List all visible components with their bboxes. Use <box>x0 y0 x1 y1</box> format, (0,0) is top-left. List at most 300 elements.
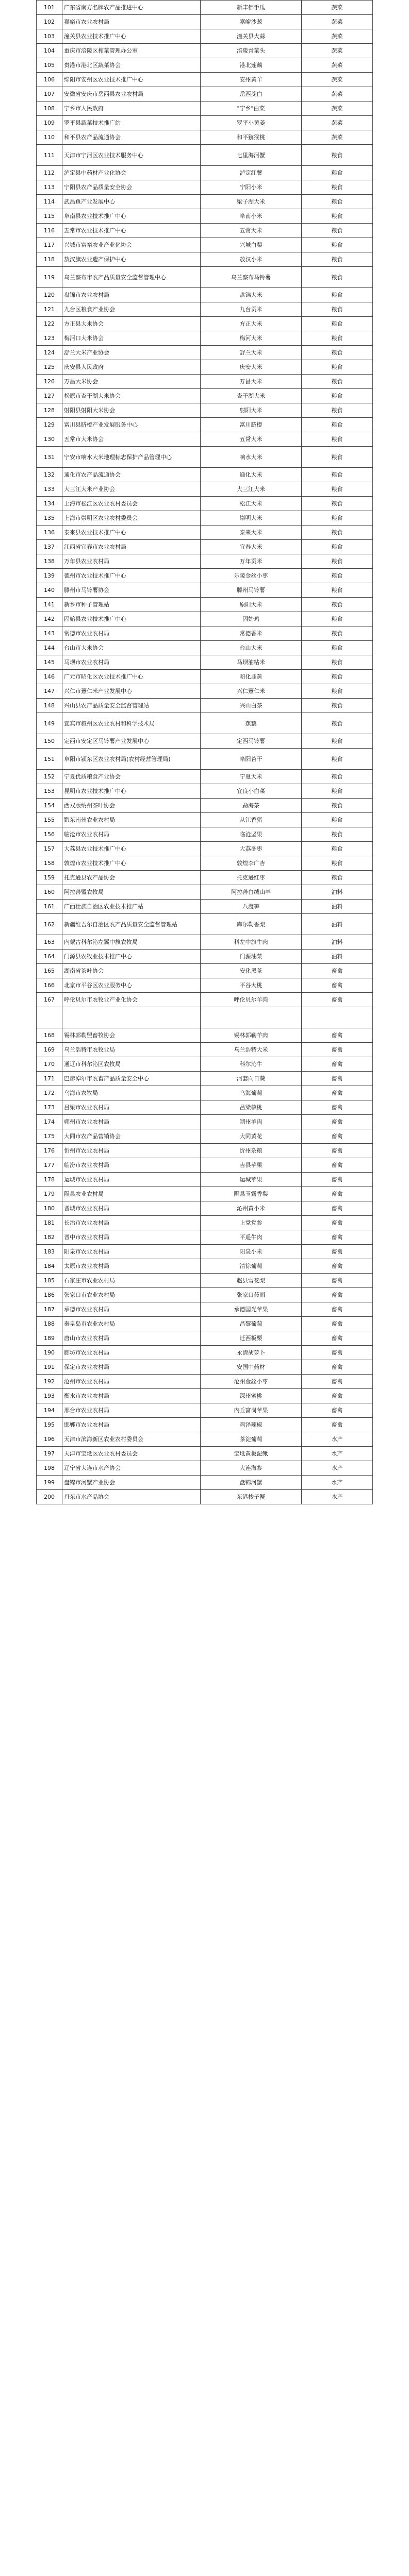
category-cell: 蔬菜 <box>302 116 373 130</box>
row-number-cell: 160 <box>37 885 62 900</box>
category-cell: 蔬菜 <box>302 15 373 29</box>
table-row <box>37 526 373 540</box>
table-row <box>37 346 373 360</box>
brand-name-cell: 吕梁核桃 <box>201 1100 302 1115</box>
table-row <box>37 166 373 180</box>
category-cell: 粮食 <box>302 403 373 418</box>
brand-name-cell: 盘锦大米 <box>201 288 302 302</box>
unit-name-cell: 沧州市农业农村局 <box>62 1375 201 1389</box>
unit-name-cell: 忻州市农业农村局 <box>62 1144 201 1158</box>
row-number-cell: 134 <box>37 497 62 511</box>
table-row <box>37 612 373 626</box>
table-row <box>37 1461 373 1476</box>
brand-name-cell: 罗平小黄姜 <box>201 116 302 130</box>
category-cell: 粮食 <box>302 699 373 713</box>
category-cell: 畜禽 <box>302 1028 373 1043</box>
brand-name-cell: 承德国光苹果 <box>201 1302 302 1317</box>
brand-name-cell: 大连海参 <box>201 1461 302 1476</box>
category-cell: 粮食 <box>302 302 373 317</box>
row-number-cell: 182 <box>37 1230 62 1245</box>
brand-name-cell: "宁乡"白菜 <box>201 101 302 116</box>
unit-name-cell: 梅河口大米协会 <box>62 331 201 346</box>
table-row <box>37 1331 373 1346</box>
brand-name-cell: 库尔勒香梨 <box>201 914 302 935</box>
unit-name-cell: 泸定县中药材产业化协会 <box>62 166 201 180</box>
brand-list-table <box>36 0 373 1504</box>
row-number-cell: 164 <box>37 950 62 964</box>
unit-name-cell: 五常市大米协会 <box>62 432 201 447</box>
unit-name-cell: 大三江大米产业协会 <box>62 482 201 497</box>
brand-name-cell: 嘉峪沙葱 <box>201 15 302 29</box>
category-cell: 粮食 <box>302 554 373 569</box>
row-number-cell: 178 <box>37 1173 62 1187</box>
table-row <box>37 1317 373 1331</box>
row-number-cell: 153 <box>37 784 62 799</box>
category-cell: 粮食 <box>302 670 373 684</box>
category-cell: 水产 <box>302 1461 373 1476</box>
row-number-cell: 116 <box>37 224 62 238</box>
brand-name-cell: 深州蜜桃 <box>201 1389 302 1403</box>
table-row <box>37 238 373 252</box>
table-row <box>37 1100 373 1115</box>
brand-name-cell: 兴仁薏仁米 <box>201 684 302 699</box>
unit-name-cell: 定西市安定区马铃薯产业发展中心 <box>62 734 201 749</box>
unit-name-cell: 武昌鱼产业发展中心 <box>62 195 201 209</box>
row-number-cell: 118 <box>37 252 62 267</box>
unit-name-cell: 固始县农业技术推广中心 <box>62 612 201 626</box>
unit-name-cell: 富川县脐橙产业发展服务中心 <box>62 418 201 432</box>
table-row <box>37 87 373 101</box>
brand-name-cell: 阜南小米 <box>201 209 302 224</box>
table-row <box>37 1274 373 1288</box>
table-row <box>37 195 373 209</box>
unit-name-cell: 和平县农产品流通协会 <box>62 130 201 145</box>
table-row <box>37 403 373 418</box>
brand-name-cell: 敖汉小米 <box>201 252 302 267</box>
row-number-cell: 175 <box>37 1129 62 1144</box>
row-number-cell: 199 <box>37 1476 62 1490</box>
table-row <box>37 29 373 44</box>
category-cell: 畜禽 <box>302 1043 373 1057</box>
row-number-cell: 112 <box>37 166 62 180</box>
brand-name-cell: 盘锦河蟹 <box>201 1476 302 1490</box>
row-number-cell: 191 <box>37 1360 62 1375</box>
row-number-cell: 157 <box>37 842 62 856</box>
category-cell: 粮食 <box>302 569 373 583</box>
unit-name-cell: 绵阳市安州区农业技术推广中心 <box>62 73 201 87</box>
unit-name-cell: 黔东南州农业农村局 <box>62 813 201 827</box>
unit-name-cell: 秦皇岛市农业农村局 <box>62 1317 201 1331</box>
row-number-cell: 197 <box>37 1447 62 1461</box>
brand-name-cell: 泰来大米 <box>201 526 302 540</box>
category-cell: 畜禽 <box>302 1346 373 1360</box>
table-row <box>37 856 373 871</box>
row-number-cell: 195 <box>37 1418 62 1432</box>
row-number-cell: 156 <box>37 827 62 842</box>
table-row <box>37 1216 373 1230</box>
category-cell: 油料 <box>302 914 373 935</box>
row-number-cell: 166 <box>37 978 62 993</box>
brand-name-cell: 清徐葡萄 <box>201 1259 302 1274</box>
category-cell: 粮食 <box>302 389 373 403</box>
table-row <box>37 827 373 842</box>
category-cell: 畜禽 <box>302 1331 373 1346</box>
category-cell: 粮食 <box>302 583 373 598</box>
category-cell: 粮食 <box>302 180 373 195</box>
row-number-cell: 126 <box>37 375 62 389</box>
unit-name-cell: 天津市宁河区农业技术服务中心 <box>62 145 201 166</box>
table-row <box>37 670 373 684</box>
brand-name-cell: 安国中药材 <box>201 1360 302 1375</box>
row-number-cell: 129 <box>37 418 62 432</box>
row-number-cell: 130 <box>37 432 62 447</box>
row-number-cell: 187 <box>37 1302 62 1317</box>
table-row <box>37 58 373 73</box>
table-row <box>37 360 373 375</box>
brand-name-cell: 岳西茭白 <box>201 87 302 101</box>
row-number-cell: 106 <box>37 73 62 87</box>
brand-name-cell: 乐陵金丝小枣 <box>201 569 302 583</box>
row-number-cell: 159 <box>37 871 62 885</box>
row-number-cell: 158 <box>37 856 62 871</box>
category-cell: 畜禽 <box>302 1288 373 1302</box>
category-cell: 畜禽 <box>302 1201 373 1216</box>
brand-name-cell: 八渡笋 <box>201 900 302 914</box>
row-number-cell: 170 <box>37 1057 62 1072</box>
brand-name-cell: 查干湖大米 <box>201 389 302 403</box>
table-row <box>37 1447 373 1461</box>
unit-name-cell: 吕梁市农业农村局 <box>62 1100 201 1115</box>
brand-name-cell: 安州黄羊 <box>201 73 302 87</box>
unit-name-cell: 西双版纳州茶叶协会 <box>62 799 201 813</box>
category-cell: 畜禽 <box>302 978 373 993</box>
category-cell: 蔬菜 <box>302 44 373 58</box>
table-row <box>37 317 373 331</box>
table-row <box>37 734 373 749</box>
brand-name-cell: 从江香猪 <box>201 813 302 827</box>
category-cell: 粮食 <box>302 684 373 699</box>
category-cell: 粮食 <box>302 331 373 346</box>
table-row <box>37 1288 373 1302</box>
brand-name-cell: 呼伦贝尔羊肉 <box>201 993 302 1007</box>
table-row <box>37 1302 373 1317</box>
unit-name-cell: 通辽市科尔沁区农牧局 <box>62 1057 201 1072</box>
row-number-cell: 149 <box>37 713 62 734</box>
table-row <box>37 684 373 699</box>
row-number-cell: 144 <box>37 641 62 655</box>
brand-name-cell: 平遥牛肉 <box>201 1230 302 1245</box>
brand-name-cell: 松江大米 <box>201 497 302 511</box>
row-number-cell: 189 <box>37 1331 62 1346</box>
table-row <box>37 482 373 497</box>
category-cell: 油料 <box>302 900 373 914</box>
unit-name-cell: 昆明市农业技术推广中心 <box>62 784 201 799</box>
unit-name-cell: 湖南省茶叶协会 <box>62 964 201 978</box>
row-number-cell: 176 <box>37 1144 62 1158</box>
brand-name-cell: 迁西板栗 <box>201 1331 302 1346</box>
unit-name-cell: 乌海市农牧局 <box>62 1086 201 1100</box>
brand-name-cell: 门源油菜 <box>201 950 302 964</box>
table-row <box>37 418 373 432</box>
table-row <box>37 1086 373 1100</box>
table-row <box>37 950 373 964</box>
table-row <box>37 964 373 978</box>
brand-name-cell: 阳泉小米 <box>201 1245 302 1259</box>
category-cell: 粮食 <box>302 195 373 209</box>
row-number-cell: 173 <box>37 1100 62 1115</box>
unit-name-cell: 锡林郭勒盟畜牧协会 <box>62 1028 201 1043</box>
brand-name-cell: 宜春大米 <box>201 540 302 554</box>
table-row <box>37 1028 373 1043</box>
row-number-cell: 150 <box>37 734 62 749</box>
unit-name-cell: 乌兰浩特市农牧业局 <box>62 1043 201 1057</box>
category-cell: 粮食 <box>302 827 373 842</box>
unit-name-cell: 运城市农业农村局 <box>62 1173 201 1187</box>
row-number-cell: 138 <box>37 554 62 569</box>
unit-name-cell: 广元市昭化区农业技术推广中心 <box>62 670 201 684</box>
row-number-cell: 121 <box>37 302 62 317</box>
row-number-cell: 115 <box>37 209 62 224</box>
row-number-cell: 117 <box>37 238 62 252</box>
brand-name-cell: 方正大米 <box>201 317 302 331</box>
row-number-cell: 200 <box>37 1490 62 1504</box>
unit-name-cell: 德州市农业技术推广中心 <box>62 569 201 583</box>
category-cell: 畜禽 <box>302 1216 373 1230</box>
brand-name-cell: 通化大米 <box>201 468 302 482</box>
category-cell: 畜禽 <box>302 1375 373 1389</box>
table-row <box>37 914 373 935</box>
table-row <box>37 302 373 317</box>
brand-name-cell: 九台贡米 <box>201 302 302 317</box>
row-number-cell: 109 <box>37 116 62 130</box>
category-cell: 畜禽 <box>302 1274 373 1288</box>
brand-name-cell: 内丘富岗苹果 <box>201 1403 302 1418</box>
unit-name-cell: 临沧市农业农村局 <box>62 827 201 842</box>
brand-name-cell: 响水大米 <box>201 447 302 468</box>
table-row <box>37 598 373 612</box>
unit-name-cell: 天津市滨海新区农业农村委员会 <box>62 1432 201 1447</box>
row-number-cell: 161 <box>37 900 62 914</box>
brand-name-cell: 舒兰大米 <box>201 346 302 360</box>
unit-name-cell: 巴彦淖尔市农畜产品质量安全中心 <box>62 1072 201 1086</box>
unit-name-cell: 广西壮族自治区农业技术推广站 <box>62 900 201 914</box>
brand-name-cell: 蕉藕 <box>201 713 302 734</box>
category-cell: 粮食 <box>302 447 373 468</box>
brand-name-cell: 港北莲藕 <box>201 58 302 73</box>
brand-name-cell: 乌兰浩特大米 <box>201 1043 302 1057</box>
category-cell: 粮食 <box>302 871 373 885</box>
row-number-cell: 114 <box>37 195 62 209</box>
category-cell: 粮食 <box>302 842 373 856</box>
unit-name-cell: 太原市农业农村局 <box>62 1259 201 1274</box>
category-cell: 畜禽 <box>302 1173 373 1187</box>
brand-name-cell: 万昌大米 <box>201 375 302 389</box>
brand-name-cell: 河套向日葵 <box>201 1072 302 1086</box>
table-row <box>37 749 373 770</box>
table-row <box>37 1245 373 1259</box>
category-cell: 粮食 <box>302 749 373 770</box>
table-row <box>37 1144 373 1158</box>
unit-name-cell: 晋中市农业农村局 <box>62 1230 201 1245</box>
category-cell: 粮食 <box>302 641 373 655</box>
brand-name-cell: 固始鸡 <box>201 612 302 626</box>
row-number-cell: 110 <box>37 130 62 145</box>
brand-name-cell: 托克逊红枣 <box>201 871 302 885</box>
table-row <box>37 1158 373 1173</box>
table-row <box>37 1173 373 1187</box>
table-row <box>37 267 373 288</box>
table-row <box>37 655 373 670</box>
brand-name-cell: 赵县雪花梨 <box>201 1274 302 1288</box>
unit-name-cell: 射阳县射阳大米协会 <box>62 403 201 418</box>
brand-name-cell: 鸡泽辣椒 <box>201 1418 302 1432</box>
category-cell: 畜禽 <box>302 1129 373 1144</box>
row-number-cell <box>37 1007 62 1028</box>
row-number-cell: 143 <box>37 626 62 641</box>
brand-name-cell: 安化黑茶 <box>201 964 302 978</box>
brand-name-cell: 科尔沁牛 <box>201 1057 302 1072</box>
row-number-cell: 133 <box>37 482 62 497</box>
row-number-cell: 179 <box>37 1187 62 1201</box>
category-cell: 油料 <box>302 950 373 964</box>
category-cell: 水产 <box>302 1476 373 1490</box>
category-cell: 粮食 <box>302 482 373 497</box>
brand-name-cell: 滕州马铃薯 <box>201 583 302 598</box>
unit-name-cell: 兴山县农产品质量安全监督管理站 <box>62 699 201 713</box>
category-cell: 水产 <box>302 1432 373 1447</box>
table-row <box>37 978 373 993</box>
row-number-cell: 148 <box>37 699 62 713</box>
table-row <box>37 432 373 447</box>
brand-name-cell: 梅河大米 <box>201 331 302 346</box>
brand-name-cell: 运城苹果 <box>201 1173 302 1187</box>
brand-name-cell: 张家口莜面 <box>201 1288 302 1302</box>
category-cell: 粮食 <box>302 209 373 224</box>
table-row <box>37 583 373 598</box>
table-row <box>37 1259 373 1274</box>
unit-name-cell: 通化市农产品流通协会 <box>62 468 201 482</box>
row-number-cell: 128 <box>37 403 62 418</box>
category-cell: 粮食 <box>302 770 373 784</box>
brand-name-cell: 台山大米 <box>201 641 302 655</box>
unit-name-cell: 廊坊市农业农村局 <box>62 1346 201 1360</box>
row-number-cell: 174 <box>37 1115 62 1129</box>
table-row <box>37 1115 373 1129</box>
brand-name-cell: 和平猕猴桃 <box>201 130 302 145</box>
brand-name-cell: 乌兰察布马铃薯 <box>201 267 302 288</box>
unit-name-cell: 潼关县农业技术推广中心 <box>62 29 201 44</box>
category-cell: 粮食 <box>302 267 373 288</box>
unit-name-cell: 台山市大米协会 <box>62 641 201 655</box>
row-number-cell: 105 <box>37 58 62 73</box>
table-row <box>37 331 373 346</box>
table-row <box>37 375 373 389</box>
category-cell: 畜禽 <box>302 1158 373 1173</box>
category-cell: 粮食 <box>302 598 373 612</box>
table-row <box>37 1 373 15</box>
unit-name-cell: 万昌大米协会 <box>62 375 201 389</box>
row-number-cell: 140 <box>37 583 62 598</box>
category-cell: 粮食 <box>302 734 373 749</box>
row-number-cell: 113 <box>37 180 62 195</box>
table-row <box>37 1476 373 1490</box>
unit-name-cell: 常德市农业农村局 <box>62 626 201 641</box>
unit-name-cell: 长治市农业农村局 <box>62 1216 201 1230</box>
unit-name-cell: 泰来县农业技术推广中心 <box>62 526 201 540</box>
unit-name-cell: 宁安市响水大米地理标志保护产品管理中心 <box>62 447 201 468</box>
row-number-cell: 122 <box>37 317 62 331</box>
category-cell: 畜禽 <box>302 1144 373 1158</box>
table-row <box>37 935 373 950</box>
row-number-cell: 101 <box>37 1 62 15</box>
unit-name-cell: 滕州市马铃薯协会 <box>62 583 201 598</box>
brand-name-cell: 朔州羊肉 <box>201 1115 302 1129</box>
unit-name-cell: 兴城市富裕农业产业化协会 <box>62 238 201 252</box>
category-cell: 畜禽 <box>302 964 373 978</box>
table-row <box>37 1389 373 1403</box>
category-cell: 蔬菜 <box>302 73 373 87</box>
row-number-cell: 171 <box>37 1072 62 1086</box>
brand-name-cell: 东港梭子蟹 <box>201 1490 302 1504</box>
brand-name-cell: 潼关县大蒜 <box>201 29 302 44</box>
category-cell: 粮食 <box>302 655 373 670</box>
brand-name-cell: 富川脐橙 <box>201 418 302 432</box>
row-number-cell: 135 <box>37 511 62 526</box>
row-number-cell: 167 <box>37 993 62 1007</box>
unit-name-cell: 万年县农业农村局 <box>62 554 201 569</box>
table-row <box>37 1043 373 1057</box>
category-cell: 蔬菜 <box>302 130 373 145</box>
table-row <box>37 1490 373 1504</box>
brand-name-cell: 茶淀葡萄 <box>201 1432 302 1447</box>
brand-name-cell: 七里海河蟹 <box>201 145 302 166</box>
category-cell: 畜禽 <box>302 1115 373 1129</box>
brand-name-cell: 五常大米 <box>201 224 302 238</box>
brand-name-cell: 原阳大米 <box>201 598 302 612</box>
row-number-cell: 180 <box>37 1201 62 1216</box>
row-number-cell: 193 <box>37 1389 62 1403</box>
brand-name-cell: 阿拉善白绒山羊 <box>201 885 302 900</box>
unit-name-cell: 宜宾市叙州区农业农村和科学技术局 <box>62 713 201 734</box>
category-cell: 粮食 <box>302 317 373 331</box>
table-row <box>37 770 373 784</box>
category-cell: 水产 <box>302 1447 373 1461</box>
brand-name-cell: 忻州杂粮 <box>201 1144 302 1158</box>
table-row <box>37 1418 373 1432</box>
row-number-cell: 152 <box>37 770 62 784</box>
brand-name-cell: 宝坻黄板泥鳅 <box>201 1447 302 1461</box>
table-row <box>37 447 373 468</box>
unit-name-cell: 罗平县蔬菜技术推广站 <box>62 116 201 130</box>
row-number-cell: 163 <box>37 935 62 950</box>
row-number-cell: 151 <box>37 749 62 770</box>
blank-row <box>37 1007 373 1028</box>
brand-name-cell: 射阳大米 <box>201 403 302 418</box>
row-number-cell: 188 <box>37 1317 62 1331</box>
table-row <box>37 799 373 813</box>
brand-name-cell: 上党党参 <box>201 1216 302 1230</box>
brand-name-cell: 五常大米 <box>201 432 302 447</box>
table-row <box>37 540 373 554</box>
row-number-cell: 192 <box>37 1375 62 1389</box>
unit-name-cell: 方正县大米协会 <box>62 317 201 331</box>
row-number-cell: 181 <box>37 1216 62 1230</box>
brand-name-cell: 崇明大米 <box>201 511 302 526</box>
category-cell: 蔬菜 <box>302 29 373 44</box>
category-cell: 畜禽 <box>302 1057 373 1072</box>
row-number-cell: 155 <box>37 813 62 827</box>
brand-name-cell: 昭化韭黄 <box>201 670 302 684</box>
